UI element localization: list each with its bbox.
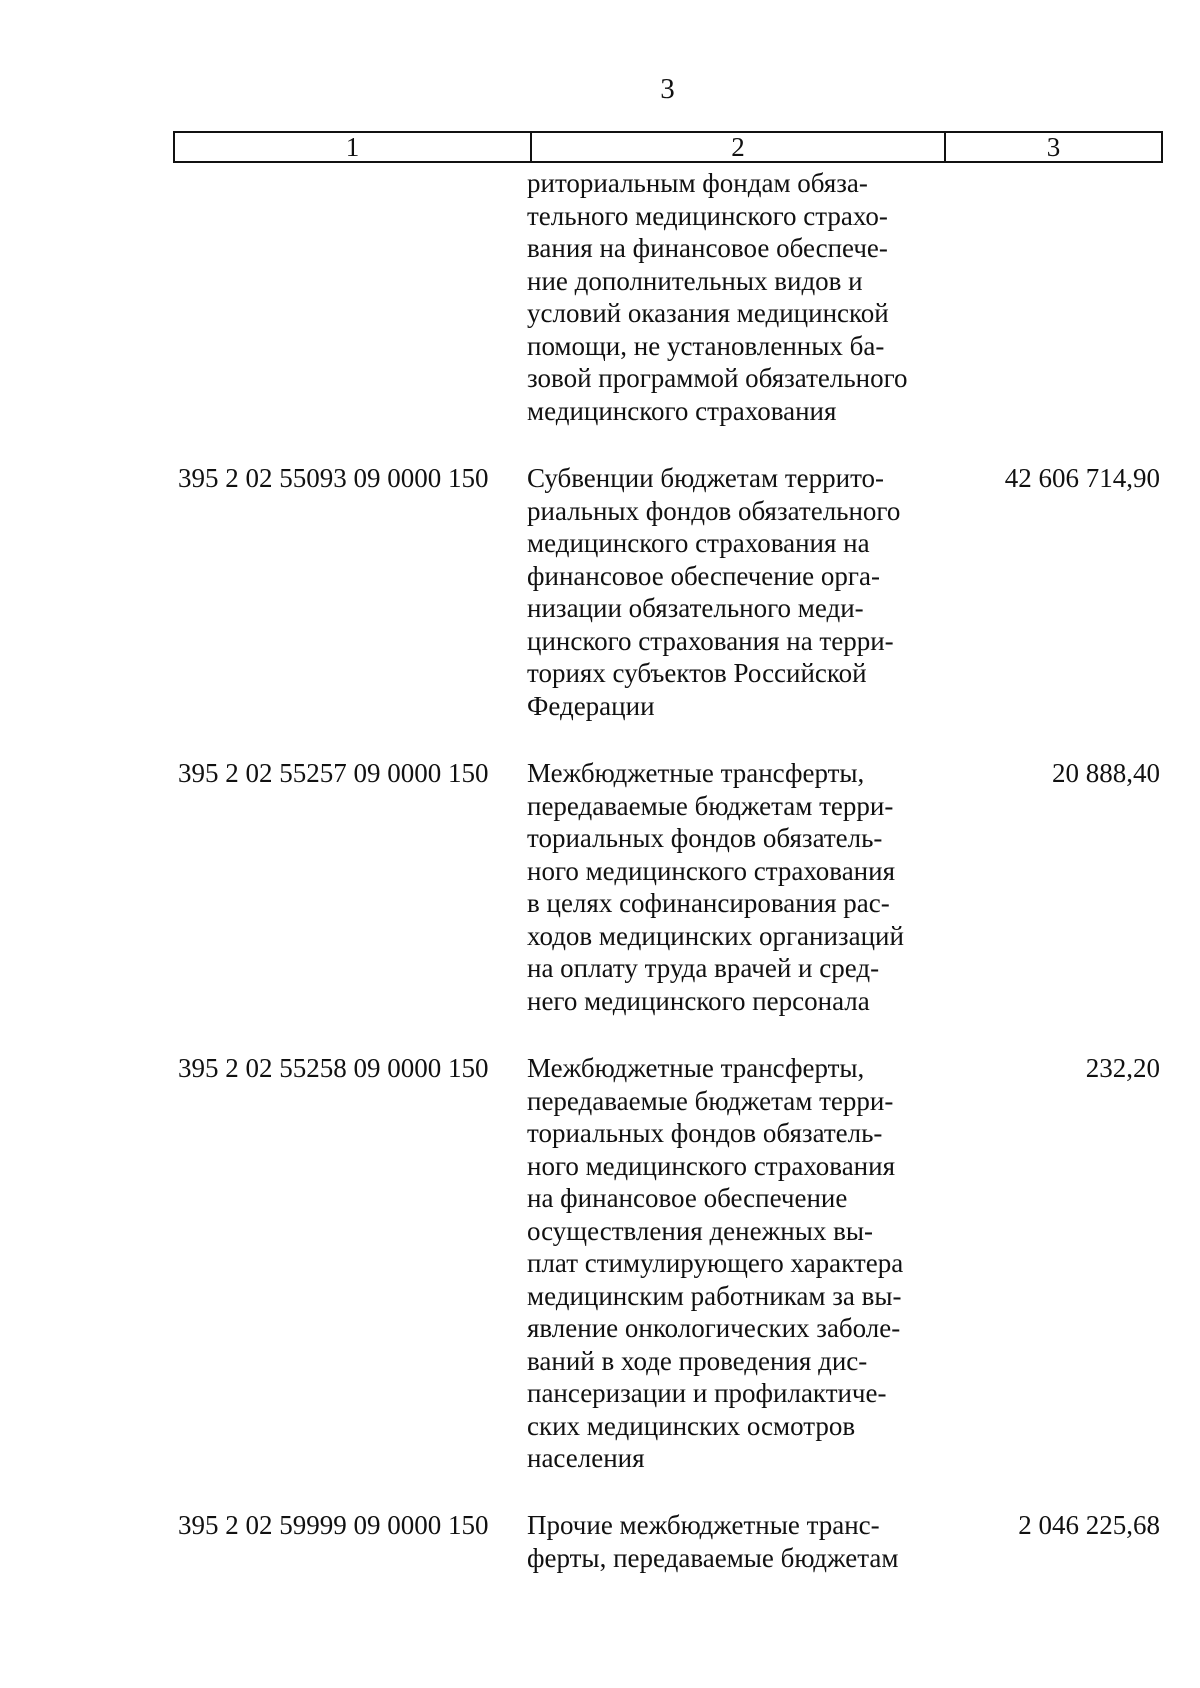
row-amount: 2 046 225,68 — [1018, 1510, 1160, 1540]
description-line: передаваемые бюджетам терри- — [527, 1085, 894, 1116]
description-line: финансовое обеспечение орга- — [527, 560, 880, 591]
description-line: медицинского страхования на — [527, 528, 870, 558]
row-description — [527, 1509, 947, 1574]
description-line: пансеризации и профилактиче- — [527, 1378, 887, 1408]
description-line: Субвенции бюджетам террито- — [527, 463, 885, 493]
row-amount: 232,20 — [1085, 1053, 1160, 1083]
description-line: риториальным фондам обяза- — [527, 168, 868, 198]
description-line: ториях субъектов Российской — [527, 658, 867, 688]
description-line: медицинского страхования — [527, 395, 837, 426]
description-line: риальных фондов обязательного — [527, 495, 901, 526]
description-line: цинского страхования на терри- — [527, 625, 894, 656]
description-line: ходов медицинских организаций — [527, 920, 904, 951]
description-line: медицинским работникам за вы- — [527, 1280, 902, 1311]
table-header-row — [173, 131, 1163, 163]
budget-code: 395 2 02 59999 09 0000 150 — [178, 1510, 489, 1540]
budget-code: 395 2 02 55257 09 0000 150 — [178, 758, 489, 788]
description-line: ние дополнительных видов и — [527, 265, 863, 296]
description-line: ваний в ходе проведения дис- — [527, 1345, 868, 1376]
description-line: Межбюджетные трансферты, — [527, 758, 865, 788]
description-line: Межбюджетные трансферты, — [527, 1053, 865, 1083]
description-line: вания на финансовое обеспече- — [527, 233, 888, 263]
description-line: тельного медицинского страхо- — [527, 200, 888, 231]
description-line: Федерации — [527, 690, 655, 721]
description-line: населения — [527, 1443, 645, 1473]
description-line: ферты, передаваемые бюджетам — [527, 1542, 899, 1573]
description-line: помощи, не установленных ба- — [527, 330, 885, 361]
row-amount: 42 606 714,90 — [1004, 463, 1160, 493]
description-line: в целях софинансирования рас- — [527, 888, 890, 918]
description-line: ских медицинских осмотров — [527, 1410, 856, 1441]
description-line: на оплату труда врачей и сред- — [527, 953, 880, 983]
description-line: Прочие межбюджетные транс- — [527, 1510, 880, 1540]
budget-code: 395 2 02 55258 09 0000 150 — [178, 1053, 489, 1083]
description-line: передаваемые бюджетам терри- — [527, 790, 894, 821]
description-line: низации обязательного меди- — [527, 593, 864, 623]
page-number: 3 — [660, 73, 675, 105]
column-header-1: 1 — [175, 133, 532, 161]
description-line: плат стимулирующего характера — [527, 1248, 904, 1278]
description-line: ториальных фондов обязатель- — [527, 823, 883, 853]
row-description — [527, 462, 947, 722]
row-amount: 20 888,40 — [1052, 758, 1160, 788]
row-description — [527, 757, 947, 1017]
description-line: осуществления денежных вы- — [527, 1215, 873, 1246]
column-header-3: 3 — [1046, 132, 1061, 162]
row-description — [527, 167, 947, 427]
description-line: условий оказания медицинской — [527, 298, 889, 328]
description-line: явление онкологических заболе- — [527, 1313, 901, 1343]
description-line: ториальных фондов обязатель- — [527, 1118, 883, 1148]
description-line: зовой программой обязательного — [527, 363, 908, 393]
budget-code: 395 2 02 55093 09 0000 150 — [178, 463, 489, 493]
description-line: него медицинского персонала — [527, 985, 870, 1016]
description-line: ного медицинского страхования — [527, 855, 895, 886]
description-line: ного медицинского страхования — [527, 1150, 895, 1181]
description-line: на финансовое обеспечение — [527, 1183, 848, 1213]
column-header-2: 2 — [532, 133, 946, 161]
row-description — [527, 1052, 947, 1475]
